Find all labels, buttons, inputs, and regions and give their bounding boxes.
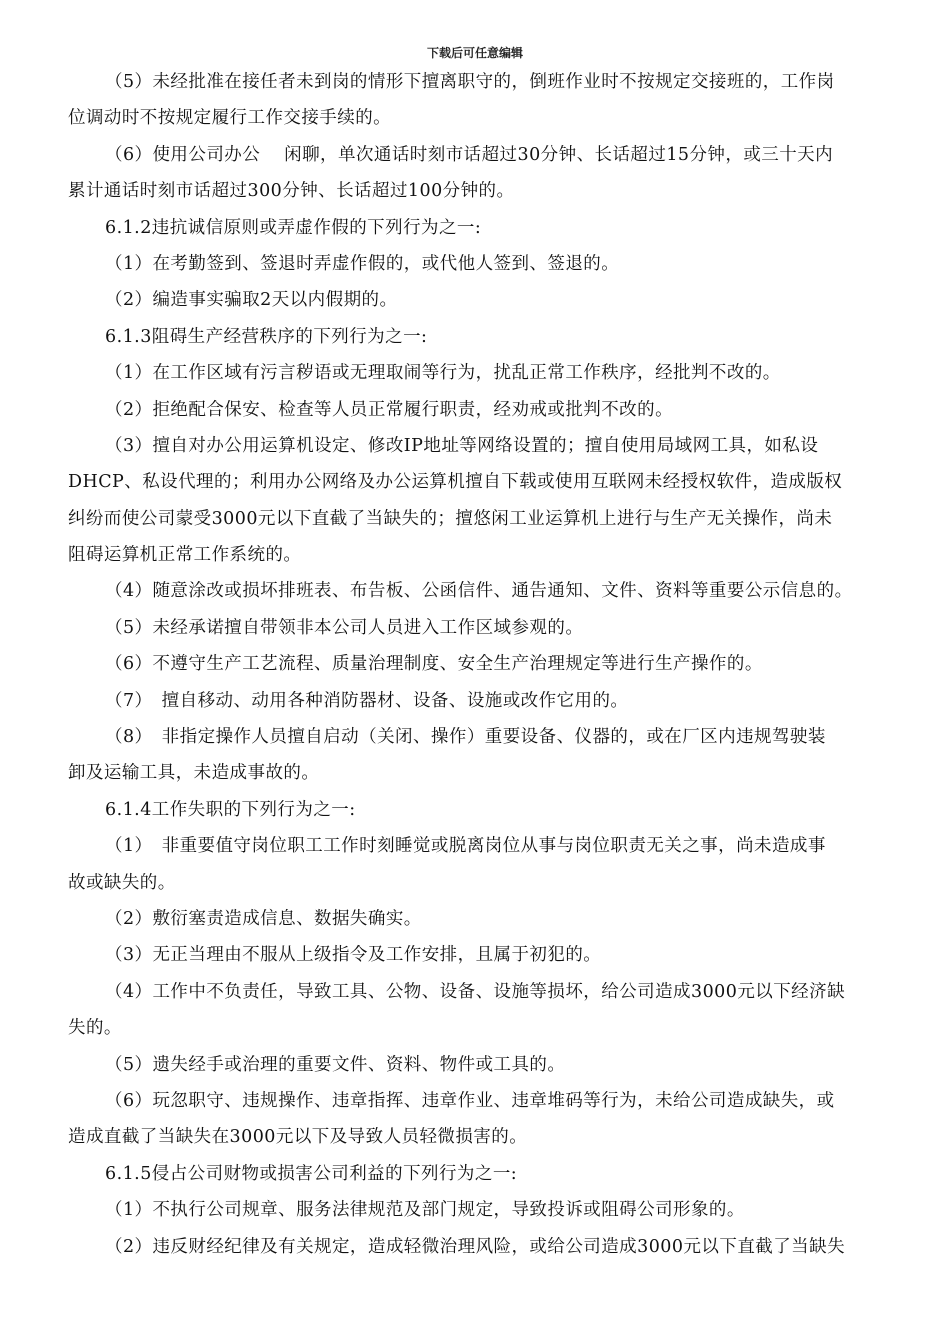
text-line: 6.1.2违抗诚信原则或弄虚作假的下列行为之一:	[105, 217, 482, 238]
text-line: 阻碍运算机正常工作系统的。	[68, 545, 302, 566]
text-line: （2）违反财经纪律及有关规定，造成轻微治理风险，或给公司造成3000元以下直截了当缺失	[105, 1236, 846, 1257]
text-line: 纠纷而使公司蒙受3000元以下直截了当缺失的；擅悠闲工业运算机上进行与生产无关操作，尚未	[68, 508, 833, 529]
text-line: （5）未经批准在接任者未到岗的情形下擅离职守的，倒班作业时不按规定交接班的，工作岗	[105, 72, 835, 92]
text-line: DHCP、私设代理的；利用办公网络及办公运算机擅自下载或使用互联网未经授权软件，造成版权	[68, 472, 843, 493]
text-line: 失的。	[68, 1018, 122, 1039]
page-header: 下载后可任意编辑	[426, 46, 523, 60]
text-line: 6.1.4工作失职的下列行为之一:	[105, 799, 356, 820]
text-line: （8） 非指定操作人员擅自启动（关闭、操作）重要设备、仪器的，或在厂区内违规驾驶装	[105, 727, 826, 748]
text-line: 6.1.5侵占公司财物或损害公司利益的下列行为之一:	[105, 1163, 518, 1184]
text-line: （5）遗失经手或治理的重要文件、资料、物件或工具的。	[105, 1054, 566, 1075]
text-line: （5）未经承诺擅自带领非本公司人员进入工作区域参观的。	[105, 617, 584, 638]
text-line: 累计通话时刻市话超过300分钟、长话超过100分钟的。	[68, 181, 515, 202]
text-line: （1）在考勤签到、签退时弄虚作假的，或代他人签到、签退的。	[105, 253, 620, 274]
text-line: 造成直截了当缺失在3000元以下及导致人员轻微损害的。	[68, 1127, 528, 1148]
text-line: （7） 擅自移动、动用各种消防器材、设备、设施或改作它用的。	[105, 690, 629, 711]
text-line: （4）工作中不负责任，导致工具、公物、设备、设施等损坏，给公司造成3000元以下经济缺	[105, 981, 846, 1002]
document-body	[68, 64, 886, 1265]
text-line: （2）拒绝配合保安、检查等人员正常履行职责，经劝戒或批判不改的。	[105, 399, 674, 420]
text-line: （2）编造事实骗取2天以内假期的。	[105, 290, 398, 311]
text-line: （4）随意涂改或损坏排班表、布告板、公函信件、通告通知、文件、资料等重要公示信息的。	[105, 581, 853, 602]
text-line: （6）玩忽职守、违规操作、违章指挥、违章作业、违章堆码等行为，未给公司造成缺失，或	[105, 1090, 835, 1111]
text-line: （1） 非重要值守岗位职工工作时刻睡觉或脱离岗位从事与岗位职责无关之事，尚未造成事	[105, 836, 826, 857]
text-line: （2）敷衍塞责造成信息、数据失确实。	[105, 908, 422, 929]
text-line: （3）无正当理由不服从上级指令及工作安排，且属于初犯的。	[105, 945, 602, 966]
text-line: （1）不执行公司规章、服务法律规范及部门规定，导致投诉或阻碍公司形象的。	[105, 1200, 745, 1221]
text-line: 故或缺失的。	[68, 872, 176, 893]
text-line: （1）在工作区域有污言秽语或无理取闹等行为，扰乱正常工作秩序，经批判不改的。	[105, 363, 781, 384]
text-line: 6.1.3阻碍生产经营秩序的下列行为之一:	[105, 326, 428, 347]
text-line: （6）使用公司办公 闲聊，单次通话时刻市话超过30分钟、长话超过15分钟，或三十天内	[105, 144, 834, 165]
text-line: （3）擅自对办公用运算机设定、修改IP地址等网络设置的；擅自使用局域网工具，如私设	[105, 435, 819, 456]
text-line: 卸及运输工具，未造成事故的。	[68, 763, 320, 784]
text-line: 位调动时不按规定履行工作交接手续的。	[68, 108, 392, 129]
text-line: （6）不遵守生产工艺流程、质量治理制度、安全生产治理规定等进行生产操作的。	[105, 654, 763, 675]
